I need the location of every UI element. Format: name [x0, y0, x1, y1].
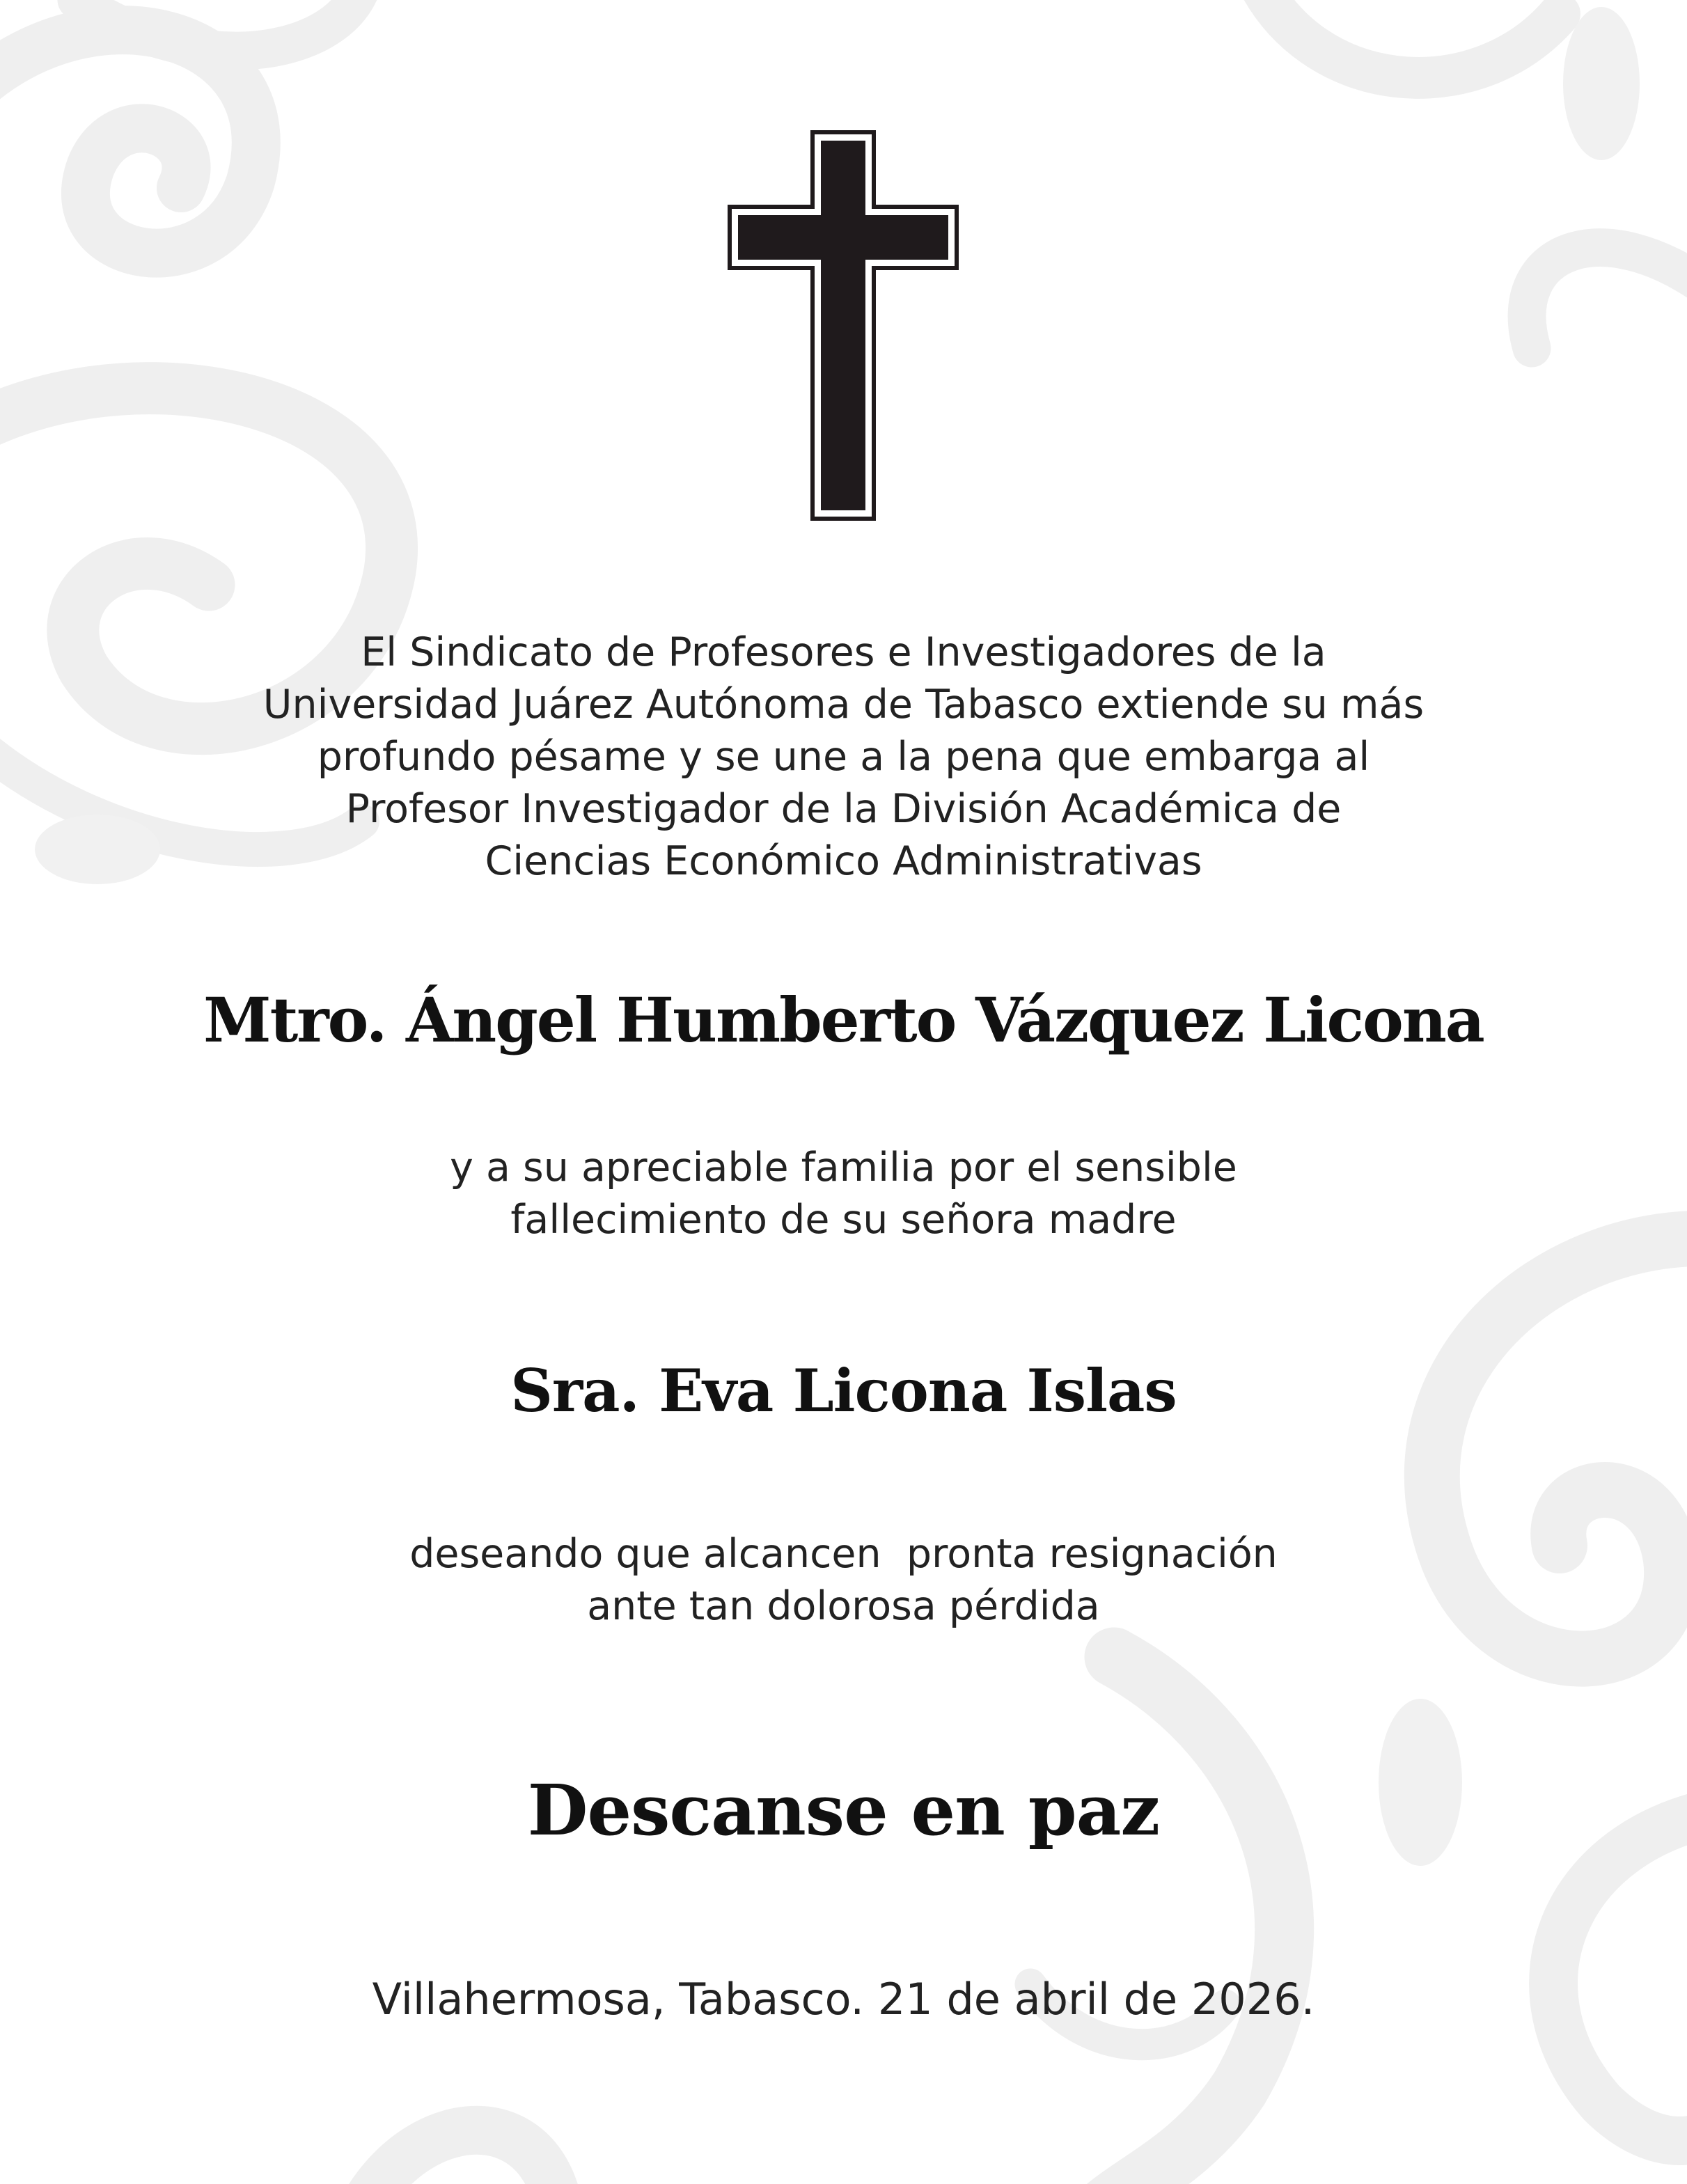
swirl-top-right — [1253, 0, 1560, 78]
honoree-name: Mtro. Ángel Humberto Vázquez Licona — [203, 984, 1484, 1056]
family-paragraph — [0, 1142, 1687, 1246]
intro-line: El Sindicato de Profesores e Investigadores de la — [361, 629, 1326, 675]
intro-line: profundo pésame y se une a la pena que embarga al — [317, 734, 1370, 780]
place-and-date: Villahermosa, Tabasco. 21 de abril de 2026. — [372, 1974, 1315, 2025]
wish-paragraph — [0, 1528, 1687, 1633]
intro-line: Profesor Investigador de la División Académica de — [345, 786, 1342, 832]
swirl-top-right-2 — [1527, 248, 1687, 348]
intro-paragraph — [0, 627, 1687, 888]
swirl-bottom-left — [348, 2130, 557, 2184]
latin-cross-icon — [726, 129, 960, 522]
wish-line: ante tan dolorosa pérdida — [587, 1583, 1100, 1629]
closing-phrase: Descanse en paz — [527, 1769, 1160, 1851]
intro-line: Universidad Juárez Autónoma de Tabasco extiende su más — [262, 682, 1425, 728]
swirl-right-low — [1086, 1657, 1285, 2184]
family-line: y a su apreciable familia por el sensible — [450, 1145, 1237, 1191]
family-line: fallecimiento de su señora madre — [510, 1197, 1177, 1243]
intro-line: Ciencias Económico Administrativas — [485, 838, 1202, 884]
swirl-top-left-2 — [77, 0, 365, 51]
deceased-name: Sra. Eva Licona Islas — [510, 1356, 1177, 1425]
swirl-drop-top-right — [1563, 7, 1640, 160]
wish-line: deseando que alcancen pronta resignación — [409, 1531, 1278, 1577]
